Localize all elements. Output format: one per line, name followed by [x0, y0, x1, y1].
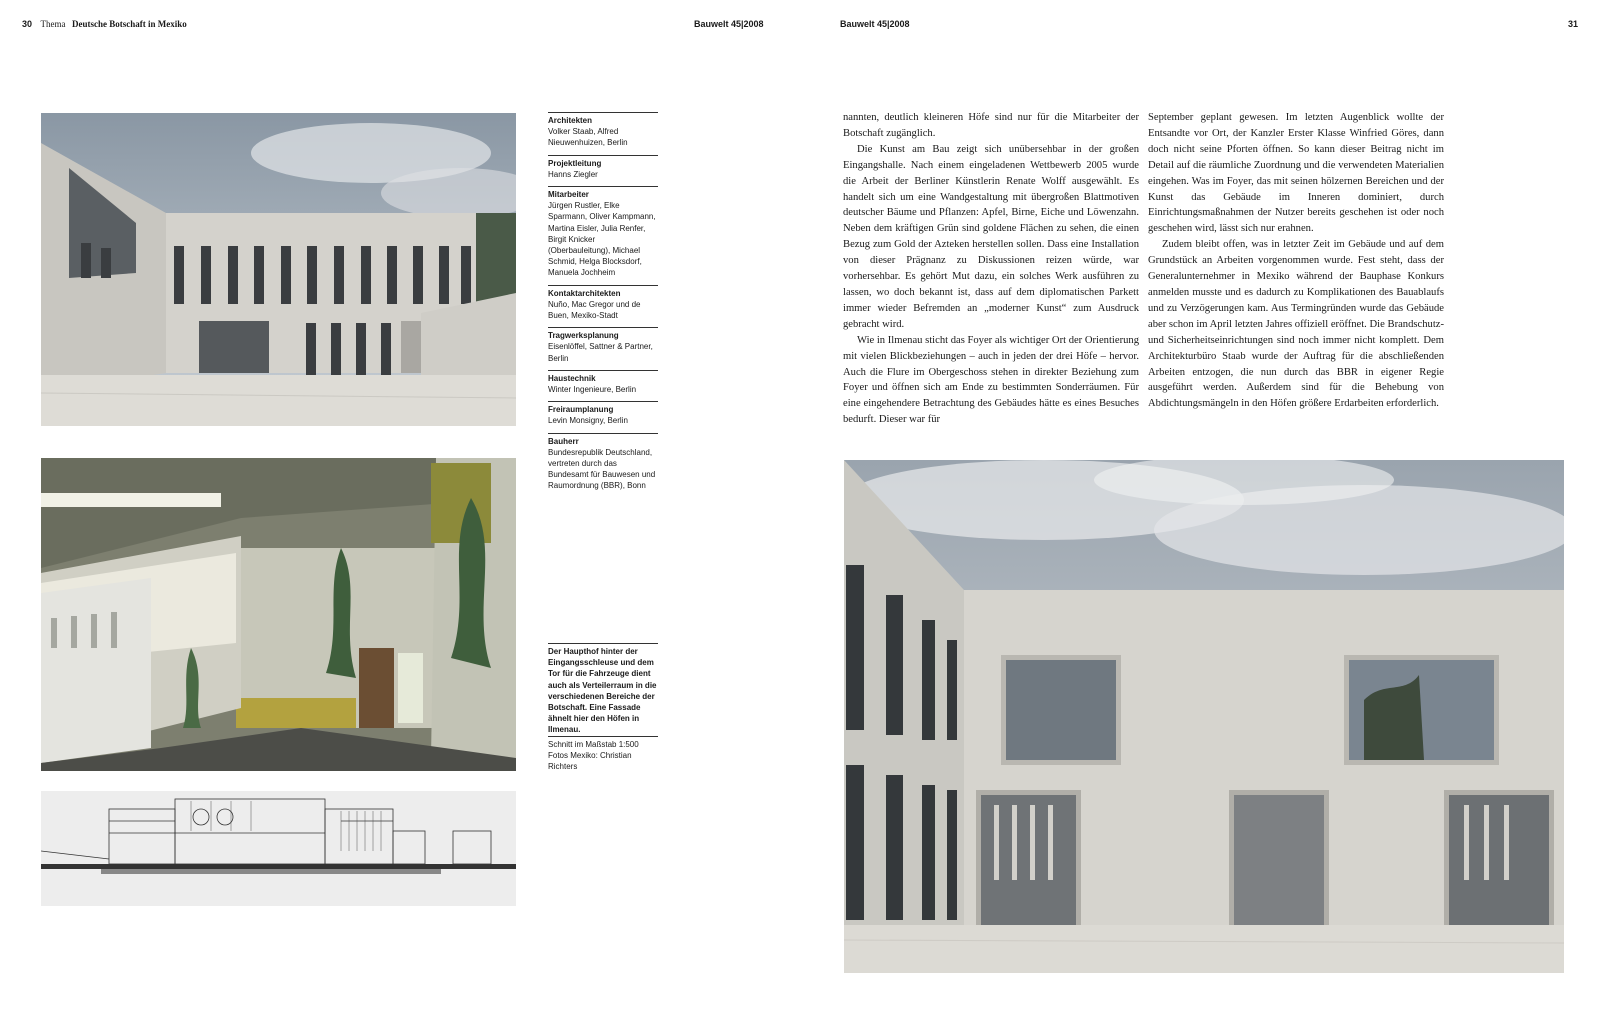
credit-value: Bundesrepublik Deutschland, vertreten durch das Bundesamt für Bauwesen und Raumordnung (BBR), Bonn: [548, 447, 656, 491]
section-drawing: [41, 791, 516, 906]
credit-architects: [548, 112, 658, 155]
credit-structural: [548, 327, 658, 370]
main-courtyard-photo: [844, 460, 1564, 973]
credit-value: Winter Ingenieure, Berlin: [548, 385, 637, 395]
credit-label: Haustechnik: [548, 373, 596, 383]
credit-value: Nuño, Mac Gregor und de Buen, Mexiko-Stadt: [548, 299, 641, 321]
credit-value: Volker Staab, Alfred Nieuwenhuizen, Berlin: [548, 127, 628, 148]
article-title: Deutsche Botschaft in Mexiko: [72, 19, 187, 29]
credit-building-services: [548, 370, 658, 401]
section-label: Thema: [40, 19, 66, 29]
left-issue-label: Bauwelt 45|2008: [694, 19, 764, 29]
credit-label: Architekten: [548, 116, 593, 125]
credit-client: [548, 433, 658, 498]
body-column-1: [843, 110, 1139, 428]
body-column-2: [1148, 110, 1444, 412]
credit-staff: [548, 186, 658, 285]
credit-label: Freiraumplanung: [548, 405, 614, 415]
credit-value: Hanns Ziegler: [548, 169, 598, 179]
paragraph: nannten, deutlich kleineren Höfe sind nur für die Mitarbeiter der Botschaft zugänglich.: [843, 112, 1139, 139]
photo-credit-note: Schnitt im Maßstab 1:500 Fotos Mexiko: Christian Richters: [548, 736, 658, 773]
credit-contact-architects: [548, 285, 658, 328]
credit-project-lead: [548, 155, 658, 186]
courtyard-exterior-photo: [41, 113, 516, 426]
right-page-number: 31: [1568, 19, 1579, 29]
left-running-header: [22, 18, 187, 30]
paragraph: Zudem bleibt offen, was in letzter Zeit im Gebäude und auf dem Grundstück an Arbeiten vorgenommen wurde. Fest steht, dass der Generalunternehmer in Mexiko während der Bauphase Konkurs anmelden musste und es dadurch zu Komplikationen des Bauablaufs und zu Verzögerungen kam. Aus Termingründen wurde das Gebäude aber schon im April letzten Jahres offiziell eröffnet. Die Brandschutz- und Sicherheitseinrichtungen sind noch immer nicht komplett. Dem Architekturbüro Staab wurde der Auftrag für die abschließenden Arbeiten entzogen, die nun durch das BBR in eigener Regie ausgeführt werden. Außerdem sind für die Behebung von Abdichtungsmängeln in den Höfen größere Erdarbeiten erforderlich.: [1148, 239, 1444, 410]
credit-label: Kontaktarchitekten: [548, 288, 621, 298]
credit-label: Projektleitung: [548, 158, 602, 168]
paragraph: Wie in Ilmenau sticht das Foyer als wichtiger Ort der Orientierung mit vielen Blickbeziehungen – auch in jeden der drei Höfe – hervor. Auch die Flure im Obergeschoss stehen in direkter Beziehung zum Foyer und öffnen sich am Ende zu bestimmten Sonderräumen. Für eine eingehendere Betrachtung des Gebäudes hätte es eines Besuches bedurft. Dieser war für: [843, 334, 1139, 426]
credit-label: Mitarbeiter: [548, 190, 589, 200]
credit-value: Levin Monsigny, Berlin: [548, 416, 628, 426]
project-credits: [548, 112, 658, 498]
right-issue-label: Bauwelt 45|2008: [840, 19, 910, 29]
caption-text: Der Haupthof hinter der Eingangsschleuse und dem Tor für die Fahrzeuge dient auch als Verteilerraum in die verschiedenen Bereiche der Botschaft. Eine Fassade ähnelt hier den Höfen in Ilmenau.: [548, 647, 657, 735]
credit-label: Bauherr: [548, 436, 579, 446]
paragraph: September geplant gewesen. Im letzten Augenblick wollte der Entsandte vor Ort, der Kanzler Erster Klasse Winfried Göres, dann doch nicht seine Pforten öffnen. So kann dieser Beitrag nicht im Detail auf die räumliche Zuordnung und die verwendeten Materialien eingehen. Was im Foyer, das mit seinen hölzernen Bereichen und der Kunst das Gebäude im Inneren dominiert, durch Einrichtungsmaßnahmen der Nutzer bereits geschehen ist oder noch geschehen wird, lässt sich nur erahnen.: [1148, 112, 1444, 235]
paragraph: Die Kunst am Bau zeigt sich unübersehbar in der großen Eingangshalle. Nach einem eingeladenen Wettbewerb 2005 wurde die Arbeit der Berliner Künstlerin Renate Wolff ausgewählt. Es handelt sich um eine Wandgestaltung mit übergroßen Blattmotiven deutscher Bäume und Pflanzen: Apfel, Birne, Eiche und Löwenzahn. Neben dem kräftigen Grün sind goldene Flächen zu sehen, die einen Bezug zum Gold der Azteken herstellen sollen. Dass eine Installation von dieser Prägnanz zu Diskussionen reizen würde, war vorhersehbar. Es gehört Mut dazu, ein solches Werk ausführen zu lassen, wo doch bekannt ist, dass auf dem diplomatischen Parkett immer wieder Befremden an „moderner Kunst“ zum Ausdruck gebracht wird.: [843, 143, 1139, 330]
photo-caption: [548, 643, 658, 736]
credit-label: Tragwerksplanung: [548, 331, 619, 341]
entrance-hall-photo: [41, 458, 516, 771]
credit-value: Eisenlöffel, Sattner & Partner, Berlin: [548, 342, 653, 363]
credit-value: Jürgen Rustler, Elke Sparmann, Oliver Kampmann, Martina Eisler, Julia Renfer, Birgit Knicker (Oberbauleitung), Michael Schmid, Helga Blocksdorf, Manuela Jochheim: [548, 201, 656, 278]
credit-landscape: [548, 401, 658, 432]
left-page-number: 30: [22, 19, 33, 29]
